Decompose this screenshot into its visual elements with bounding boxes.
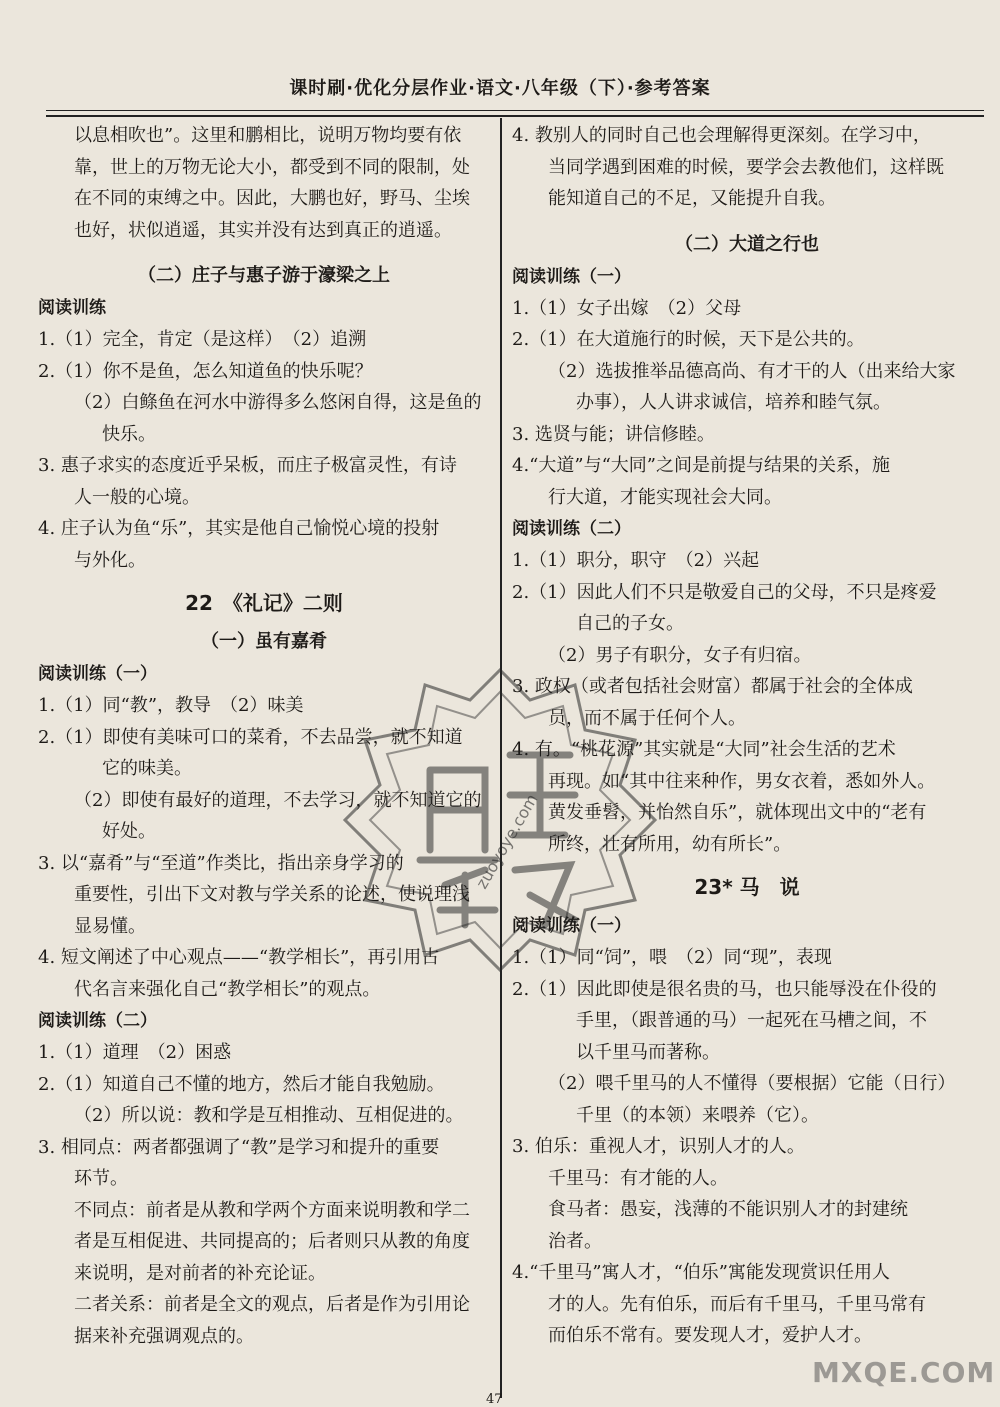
answer-line: 1.（1）同“饲”，喂 （2）同“现”，表现 — [512, 947, 832, 968]
answer-line: 3. 选贤与能；讲信修睦。 — [512, 423, 715, 445]
answer-line: 环节。 — [74, 1168, 128, 1189]
answer-line: 手里，（跟普通的马）一起死在马槽之间，不 — [576, 1010, 927, 1031]
answer-line: 千里（的本领）来喂养（它）。 — [576, 1104, 819, 1126]
section-title: （二）大道之行也 — [675, 233, 819, 255]
answer-line: 以千里马而著称。 — [576, 1041, 720, 1063]
lesson-title: 23* 马 说 — [694, 875, 800, 899]
lesson-title: 22 《礼记》二则 — [185, 591, 343, 615]
answer-line: 3. 以“嘉肴”与“至道”作类比，指出亲身学习的 — [38, 852, 404, 874]
column-divider — [500, 118, 502, 1398]
answer-line: 才的人。先有伯乐，而后有千里马，千里马常有 — [548, 1293, 926, 1315]
answer-line: 所终，壮有所用，幼有所长”。 — [548, 833, 792, 855]
answer-line: 2.（1）知道自己不懂的地方，然后才能自我勉励。 — [38, 1073, 445, 1095]
answer-line: 不同点：前者是从教和学两个方面来说明教和学二 — [74, 1199, 470, 1221]
answer-line: 靠，世上的万物无论大小，都受到不同的限制，处 — [74, 156, 470, 178]
answer-line: 4. 庄子认为鱼“乐”，其实是他自己愉悦心境的投射 — [38, 518, 440, 539]
exercise-label: 阅读训练（一） — [512, 916, 631, 936]
answer-line: 3. 惠子求实的态度近乎呆板，而庄子极富灵性，有诗 — [38, 455, 457, 476]
answer-line: 4.“大道”与“大同”之间是前提与结果的关系，施 — [512, 455, 890, 476]
header-rule — [46, 110, 984, 111]
answer-line: 4.“千里马”寓人才，“伯乐”寓能发现赏识任用人 — [512, 1262, 890, 1283]
answer-line: 办事），人人讲求诚信，培养和睦气氛。 — [576, 392, 891, 413]
answer-line: 4. 教别人的同时自己也会理解得更深刻。在学习中， — [512, 125, 931, 146]
answer-line: 3. 伯乐：重视人才，识别人才的人。 — [512, 1136, 805, 1157]
answer-line: 3. 相同点：两者都强调了“教”是学习和提升的重要 — [38, 1136, 440, 1158]
answer-line: 以息相吹也”。这里和鹏相比，说明万物均要有依 — [74, 125, 462, 146]
exercise-label: 阅读训练（一） — [38, 664, 157, 684]
answer-line: 显易懂。 — [74, 915, 146, 937]
answer-line: （2）男子有职分，女子有归宿。 — [548, 644, 812, 666]
answer-line: 者是互相促进、共同提高的；后者则只从教的角度 — [74, 1231, 470, 1252]
answer-line: 它的味美。 — [102, 758, 192, 779]
answer-line: 千里马：有才能的人。 — [548, 1167, 728, 1189]
answer-line: （2）所以说：教和学是互相推动、互相促进的。 — [74, 1105, 464, 1126]
answer-line: 4. 短文阐述了中心观点——“教学相长”，再引用古 — [38, 947, 440, 968]
exercise-label: 阅读训练（一） — [512, 266, 631, 287]
answer-line: 也好，状似逍遥，其实并没有达到真正的逍遥。 — [74, 219, 452, 241]
header-rule-thick — [46, 115, 984, 117]
section-title: （二）庄子与惠子游于濠梁之上 — [138, 265, 390, 286]
page-number: 47 — [486, 1392, 503, 1407]
answer-line: 2.（1）你不是鱼，怎么知道鱼的快乐呢？ — [38, 360, 373, 382]
answer-line: （2）白鲦鱼在河水中游得多么悠闲自得，这是鱼的 — [74, 392, 482, 413]
answer-line: 2.（1）因此即使是很名贵的马，也只能辱没在仆役的 — [512, 978, 937, 1000]
answer-line: 人一般的心境。 — [74, 486, 200, 508]
right-column — [512, 120, 982, 1352]
answer-line: 治者。 — [548, 1230, 602, 1252]
left-column — [38, 120, 490, 1352]
answer-line: 与外化。 — [74, 549, 146, 571]
answer-line: 再现。如“其中往来种作，男女衣着，悉如外人。 — [548, 770, 936, 792]
answer-line: 员，而不属于任何个人。 — [548, 707, 746, 729]
answer-line: 1.（1）道理 （2）困惑 — [38, 1042, 232, 1063]
answer-line: 自己的子女。 — [576, 613, 684, 634]
answer-line: 来说明，是对前者的补充论证。 — [74, 1262, 326, 1284]
answer-line: 1.（1）女子出嫁 （2）父母 — [512, 297, 742, 319]
exercise-label: 阅读训练 — [38, 298, 106, 318]
answer-line: 3. 政权（或者包括社会财富）都属于社会的全体成 — [512, 676, 913, 697]
answer-line: 1.（1）职分，职守 （2）兴起 — [512, 550, 760, 571]
answer-line: 行大道，才能实现社会大同。 — [548, 486, 782, 508]
answer-line: 而伯乐不常有。要发现人才，爱护人才。 — [548, 1325, 872, 1346]
answer-line: 2.（1）即使有美味可口的菜肴，不去品尝，就不知道 — [38, 726, 463, 748]
answer-line: 能知道自己的不足，又能提升自我。 — [548, 188, 836, 209]
answer-line: 食马者：愚妄，浅薄的不能识别人才的封建统 — [548, 1199, 908, 1220]
answer-line: 好处。 — [102, 821, 156, 842]
answer-line: （2）即使有最好的道理，不去学习，就不知道它的 — [74, 789, 482, 811]
answer-line: 1.（1）完全，肯定（是这样） （2）追溯 — [38, 329, 367, 350]
answer-line: （2）喂千里马的人不懂得（要根据）它能（日行） — [548, 1073, 956, 1094]
answer-line: 1.（1）同“教”，教导 （2）味美 — [38, 695, 304, 716]
exercise-label: 阅读训练（二） — [38, 1011, 157, 1031]
answer-line: 在不同的束缚之中。因此，大鹏也好，野马、尘埃 — [74, 188, 470, 209]
answer-line: 2.（1）在大道施行的时候，天下是公共的。 — [512, 329, 865, 350]
answer-line: 重要性，引出下文对教与学关系的论述，使说理浅 — [74, 884, 470, 905]
stamp-url: zuoyoye.com — [472, 790, 542, 892]
answer-line: 4. 有。“桃花源”其实就是“大同”社会生活的艺术 — [512, 739, 896, 760]
corner-watermark: MXQE.COM — [812, 1356, 996, 1389]
exercise-label: 阅读训练（二） — [512, 519, 631, 539]
answer-line: 当同学遇到困难的时候，要学会去教他们，这样既 — [548, 156, 944, 178]
answer-line: 2.（1）因此人们不只是敬爱自己的父母，不只是疼爱 — [512, 581, 937, 603]
answer-line: （2）选拔推举品德高尚、有才干的人（出来给大家 — [548, 360, 956, 382]
answer-line: 据来补充强调观点的。 — [74, 1325, 254, 1347]
page-header: 课时刷·优化分层作业·语文·八年级（下）·参考答案 — [289, 78, 711, 99]
answer-line: 二者关系：前者是全文的观点，后者是作为引用论 — [74, 1294, 470, 1315]
answer-line: 代名言来强化自己“教学相长”的观点。 — [74, 978, 381, 1000]
answer-line: 黄发垂髫，并怡然自乐”，就体现出文中的“老有 — [548, 802, 927, 823]
section-title: （一）虽有嘉肴 — [201, 631, 327, 652]
answer-line: 快乐。 — [102, 423, 156, 445]
